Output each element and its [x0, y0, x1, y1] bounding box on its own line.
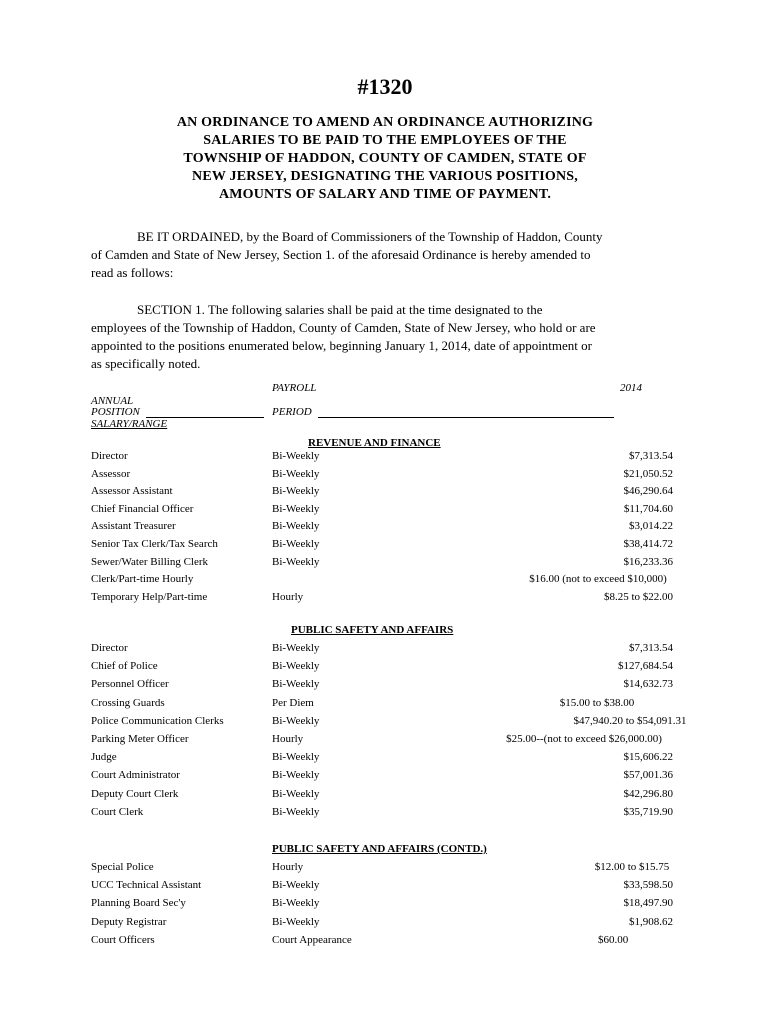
- period-cell: Bi-Weekly: [272, 555, 320, 568]
- table-row: [0, 678, 770, 694]
- position-cell: Deputy Court Clerk: [91, 787, 179, 800]
- period-cell: Hourly: [272, 861, 304, 873]
- period-cell: Court Appearance: [272, 933, 352, 946]
- paragraph-line: of Camden and State of New Jersey, Section 1. of the aforesaid Ordinance is hereby amended to: [91, 247, 591, 262]
- position-cell: Assessor Assistant: [91, 485, 173, 498]
- section-title-public-safety: PUBLIC SAFETY AND AFFAIRS: [291, 624, 454, 636]
- table-row: [0, 591, 770, 607]
- salary-cell: $14,632.73: [623, 678, 673, 691]
- period-cell: Bi-Weekly: [272, 660, 320, 673]
- salary-cell: $21,050.52: [623, 467, 673, 480]
- salary-cell: $18,497.90: [623, 897, 673, 910]
- ordained-paragraph: [91, 228, 691, 282]
- table-row: [0, 697, 770, 713]
- table-row: [0, 788, 770, 804]
- position-cell: Crossing Guards: [91, 696, 165, 709]
- table-row: [0, 556, 770, 572]
- table-row: [0, 520, 770, 536]
- heading-line: AMOUNTS OF SALARY AND TIME OF PAYMENT.: [218, 187, 552, 202]
- period-cell: Bi-Weekly: [272, 769, 320, 782]
- position-label: POSITION: [91, 406, 140, 418]
- annual-label: ANNUAL: [91, 395, 134, 407]
- position-cell: Planning Board Sec'y: [91, 897, 186, 910]
- salary-cell: $127,684.54: [618, 660, 673, 673]
- table-row: [0, 769, 770, 785]
- position-cell: Director: [91, 450, 128, 462]
- position-cell: Clerk/Part-time Hourly: [91, 573, 194, 586]
- position-cell: Special Police: [91, 861, 154, 873]
- salary-cell: $46,290.64: [623, 485, 673, 498]
- period-cell: Bi-Weekly: [272, 897, 320, 910]
- period-cell: Bi-Weekly: [272, 751, 320, 764]
- ordinance-number: #1320: [357, 74, 413, 99]
- position-cell: Court Clerk: [91, 805, 144, 818]
- table-row: [0, 468, 770, 484]
- paragraph-line: as specifically noted.: [91, 356, 201, 371]
- heading-line: NEW JERSEY, DESIGNATING THE VARIOUS POSITIONS,: [192, 169, 578, 184]
- table-row: [0, 897, 770, 913]
- table-row: [0, 916, 770, 932]
- salary-cell: $16,233.36: [623, 555, 673, 568]
- position-cell: Police Communication Clerks: [91, 714, 224, 727]
- heading-line: AN ORDINANCE TO AMEND AN ORDINANCE AUTHORIZING: [176, 115, 594, 130]
- position-cell: Senior Tax Clerk/Tax Search: [91, 538, 218, 550]
- salary-cell: $7,313.54: [629, 642, 673, 654]
- salary-cell: $60.00: [598, 933, 629, 946]
- period-cell: Bi-Weekly: [272, 915, 320, 928]
- salary-cell: $16.00 (not to exceed $10,000): [529, 573, 667, 586]
- salary-cell: $15,606.22: [623, 751, 673, 764]
- table-row: [0, 450, 770, 466]
- period-cell: Hourly: [272, 733, 304, 745]
- table-row: [0, 573, 770, 589]
- year-label: 2014: [620, 382, 642, 394]
- salary-cell: $42,296.80: [623, 787, 673, 800]
- salary-cell: $57,001.36: [623, 769, 673, 782]
- header-underline: [318, 417, 614, 418]
- salary-cell: $38,414.72: [623, 538, 673, 550]
- position-cell: Judge: [91, 751, 117, 764]
- paragraph-line: read as follows:: [91, 265, 174, 280]
- table-row: [0, 715, 770, 731]
- salary-cell: $8.25 to $22.00: [603, 590, 673, 603]
- table-row: [0, 503, 770, 519]
- heading-line: TOWNSHIP OF HADDON, COUNTY OF CAMDEN, STATE OF: [183, 151, 587, 166]
- period-cell: Per Diem: [272, 696, 314, 709]
- salary-cell: $47,940.20 to $54,091.31: [573, 714, 687, 727]
- salary-cell: $25.00--(not to exceed $26,000.00): [506, 733, 662, 745]
- period-cell: Bi-Weekly: [272, 520, 320, 533]
- table-row: [0, 733, 770, 749]
- position-cell: Assistant Treasurer: [91, 520, 176, 533]
- position-cell: Assessor: [91, 467, 131, 480]
- table-row: [0, 538, 770, 554]
- position-cell: Parking Meter Officer: [91, 733, 189, 745]
- period-cell: Bi-Weekly: [272, 485, 320, 498]
- period-cell: Bi-Weekly: [272, 714, 320, 727]
- position-cell: Personnel Officer: [91, 678, 169, 691]
- period-cell: Bi-Weekly: [272, 467, 320, 480]
- paragraph-line: BE IT ORDAINED, by the Board of Commissioners of the Township of Haddon, County: [137, 229, 603, 244]
- period-cell: Bi-Weekly: [272, 450, 320, 462]
- period-cell: Hourly: [272, 590, 304, 603]
- position-cell: Court Administrator: [91, 769, 180, 782]
- salary-cell: $3,014.22: [629, 520, 673, 533]
- salary-cell: $35,719.90: [623, 805, 673, 818]
- payroll-label: PAYROLL: [272, 382, 317, 394]
- position-cell: Sewer/Water Billing Clerk: [91, 555, 209, 568]
- position-cell: Deputy Registrar: [91, 915, 167, 928]
- salary-cell: $11,704.60: [623, 502, 673, 515]
- table-row: [0, 934, 770, 950]
- position-cell: Temporary Help/Part-time: [91, 590, 208, 603]
- period-cell: Bi-Weekly: [272, 538, 320, 550]
- salary-cell: $15.00 to $38.00: [559, 696, 635, 709]
- section-title-public-safety-contd: PUBLIC SAFETY AND AFFAIRS (CONTD.): [272, 843, 487, 855]
- period-cell: Bi-Weekly: [272, 502, 320, 515]
- table-row: [0, 485, 770, 501]
- salary-range-label: SALARY/RANGE: [91, 418, 168, 430]
- salary-cell: $12.00 to $15.75: [594, 861, 670, 873]
- table-row: [0, 861, 770, 877]
- section-paragraph: [91, 301, 691, 373]
- period-cell: Bi-Weekly: [272, 879, 320, 892]
- period-cell: Bi-Weekly: [272, 805, 320, 818]
- ordinance-heading: [110, 114, 660, 204]
- period-cell: Bi-Weekly: [272, 678, 320, 691]
- period-cell: Bi-Weekly: [272, 787, 320, 800]
- paragraph-line: SECTION 1. The following salaries shall be paid at the time designated to the: [137, 302, 543, 317]
- period-cell: Bi-Weekly: [272, 642, 320, 654]
- position-cell: Director: [91, 642, 128, 654]
- salary-cell: $1,908.62: [629, 915, 673, 928]
- section-title-revenue-finance: REVENUE AND FINANCE: [308, 437, 441, 449]
- position-cell: Court Officers: [91, 933, 155, 946]
- salary-cell: $7,313.54: [629, 450, 673, 462]
- heading-line: SALARIES TO BE PAID TO THE EMPLOYEES OF THE: [203, 133, 567, 148]
- table-row: [0, 660, 770, 676]
- paragraph-line: appointed to the positions enumerated below, beginning January 1, 2014, date of appointment or: [91, 338, 592, 353]
- position-cell: UCC Technical Assistant: [91, 879, 202, 892]
- position-cell: Chief of Police: [91, 660, 158, 673]
- table-row: [0, 806, 770, 822]
- table-row: [0, 642, 770, 658]
- period-label: PERIOD: [272, 406, 312, 418]
- paragraph-line: employees of the Township of Haddon, County of Camden, State of New Jersey, who hold or are: [91, 320, 596, 335]
- position-cell: Chief Financial Officer: [91, 502, 194, 515]
- table-row: [0, 751, 770, 767]
- salary-cell: $33,598.50: [623, 879, 673, 892]
- table-row: [0, 879, 770, 895]
